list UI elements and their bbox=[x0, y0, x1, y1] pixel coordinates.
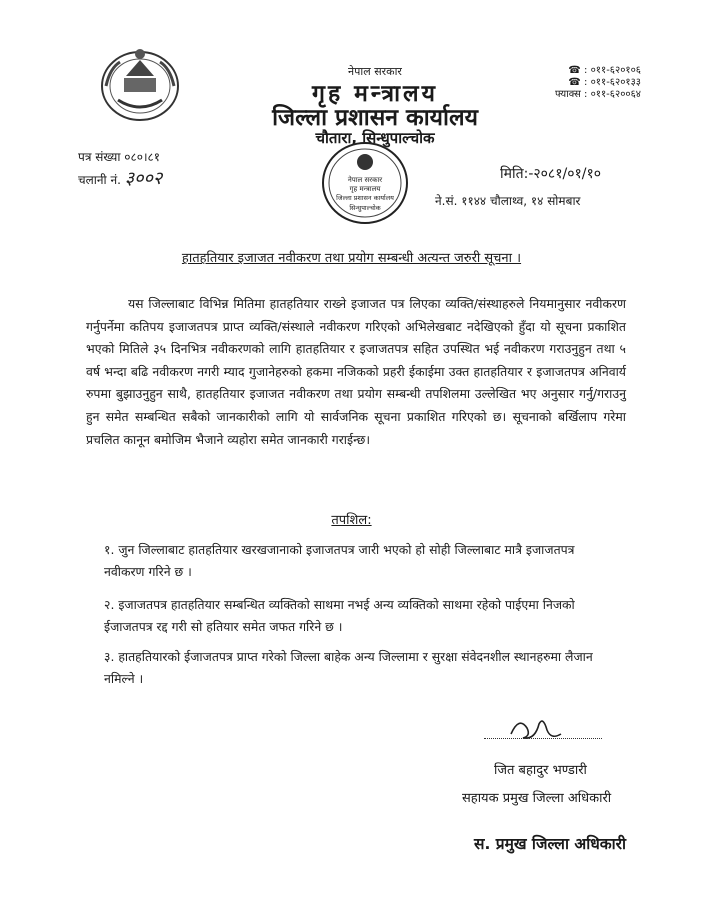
letter-date: मिति:-२०८१/०१/१० bbox=[500, 166, 602, 182]
signature-line bbox=[484, 738, 602, 739]
letter-reference: पत्र संख्या ०८०।८१ bbox=[78, 150, 161, 164]
annex-item-1: १. जुन जिल्लाबाट हातहतियार खरखजानाको इजाजतपत्र जारी भएको हो सोही जिल्लाबाट मात्रै इजाजतपत्र नवीकरण गरिने छ । bbox=[104, 542, 575, 580]
dispatch-number bbox=[78, 166, 162, 190]
annex-item-3: ३. हातहतियारको ईजाजतपत्र प्राप्त गरेको जिल्ला बाहेक अन्य जिल्लामा र सुरक्षा संवेदनशील स्थानहरुमा लैजान नमिल्ने । bbox=[104, 649, 593, 687]
government-name: नेपाल सरकार bbox=[348, 65, 402, 78]
stamp-line-1: नेपाल सरकार bbox=[347, 176, 383, 184]
office-location: चौतारा, सिन्धुपाल्चोक bbox=[315, 129, 435, 147]
office-stamp bbox=[320, 140, 410, 226]
signer-name: जित बहादुर भण्डारी bbox=[494, 763, 587, 778]
annex-title: तपशिल: bbox=[331, 513, 372, 528]
office-name: जिल्ला प्रशासन कार्यालय bbox=[272, 105, 478, 131]
dispatch-number-handwritten: ३००२ bbox=[124, 168, 163, 189]
ministry-name: गृह मन्त्रालय bbox=[312, 81, 438, 107]
annex-item-2: २. इजाजतपत्र हातहतियार सम्बन्धित व्यक्तिको साथमा नभई अन्य व्यक्तिको साथमा रहेको पाईएमा निजको ईजाजतपत्र रद्द गरी सो हतियार समेत जफत गरिने छ । bbox=[104, 597, 575, 635]
handwritten-signature bbox=[505, 712, 565, 746]
nepal-sambat-date: ने.सं. ११४४ चौलाथ्व, १४ सोमबार bbox=[435, 194, 581, 208]
designation-stamp: स. प्रमुख जिल्ला अधिकारी bbox=[474, 835, 627, 853]
phone-number-1: ☎ : ०११-६२०१०६ bbox=[568, 65, 641, 76]
fax-number: फ्याक्स : ०११-६२००६४ bbox=[554, 89, 641, 100]
stamp-line-3: जिल्ला प्रशासन कार्यालय bbox=[336, 194, 394, 202]
stamp-line-2: गृह मन्त्रालय bbox=[349, 185, 381, 193]
nepal-emblem-icon bbox=[96, 42, 184, 124]
notice-body: यस जिल्लाबाट विभिन्न मितिमा हातहतियार राख्ने इजाजत पत्र लिएका व्यक्ति/संस्थाहरुले नियमानुसार नवीकरण गर्नुपर्नेमा कतिपय इजाजतपत्र प्राप्त व्यक्ति/संस्थाले नवीकरण गरिएको अभिलेखबाट नदेखिएको हुँदा यो सूचना प्रकाशित भएको मितिले ३५ दिनभित्र नवीकरणको लागि हातहतियार र इजाजतपत्र सहित उपस्थित भई नवीकरण गराउनुहुन तथा ५ वर्ष भन्दा बढि नवीकरण नगरी म्याद गुजानेहरुको हकमा नजिकको प्रहरी ईकाईमा उक्त हातहतियार र इजाजतपत्र अनिवार्य रुपमा बुझाउनुहुन साथै, हातहतियार इजाजत नवीकरण तथा प्रयोग सम्बन्धी तपशिलमा उल्लेखित भए अनुसार गर्नु/गराउनु हुन समेत सम्बन्धित सबैको जानकारीको लागि यो सार्वजनिक सूचना प्रकाशित गरिएको छ। सूचनाको बर्खिलाप गरेमा प्रचलित कानून बमोजिम भैजाने व्यहोरा समेत जानकारी गराईन्छ। bbox=[86, 296, 626, 447]
phone-number-2: ☎ : ०११-६२०१३३ bbox=[568, 77, 641, 88]
signer-title: सहायक प्रमुख जिल्ला अधिकारी bbox=[462, 791, 612, 806]
notice-subject: हातहतियार इजाजत नवीकरण तथा प्रयोग सम्बन्धी अत्यन्त जरुरी सूचना । bbox=[181, 251, 522, 266]
stamp-line-4: सिन्धुपाल्चोक bbox=[349, 204, 381, 212]
dispatch-label: चलानी नं. bbox=[78, 173, 121, 187]
